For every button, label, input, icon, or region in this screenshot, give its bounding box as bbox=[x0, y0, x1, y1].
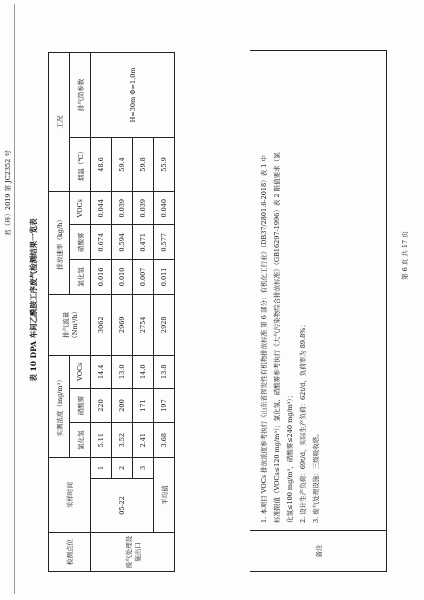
col-stack: 排气筒参数 bbox=[70, 53, 91, 138]
results-table bbox=[48, 52, 175, 572]
col-rate-hno3: 硝酸雾 bbox=[70, 225, 91, 260]
value-cell: 0.040 bbox=[154, 192, 175, 225]
col-temp: 烟温（℃） bbox=[70, 137, 91, 191]
seq-cell: 1 bbox=[91, 458, 112, 479]
value-cell: 0.674 bbox=[91, 225, 112, 260]
header-point: 检测点位 bbox=[49, 533, 91, 572]
header-cond: 工况 bbox=[49, 53, 70, 192]
note-line: 标准限值（VOCs≤120 mg/m³）；氯化氢、硝酸雾参考执行《大气污染物综合排放标准》（GB16297-1996）表 2 限值要求（氯 bbox=[273, 152, 281, 523]
point-cell: 废气处理设施出口 bbox=[91, 533, 175, 572]
value-cell: 48.6 bbox=[91, 137, 112, 191]
value-cell: 13.8 bbox=[154, 355, 175, 388]
rotated-content bbox=[28, 10, 398, 590]
notes-text bbox=[258, 57, 323, 523]
table-row bbox=[91, 53, 112, 572]
header-divider bbox=[14, 4, 15, 594]
col-vocs: VOCs bbox=[70, 355, 91, 388]
value-cell: 0.011 bbox=[154, 260, 175, 295]
value-cell: 0.039 bbox=[112, 192, 133, 225]
value-cell: 0.471 bbox=[133, 225, 154, 260]
value-cell: 0.577 bbox=[154, 225, 175, 260]
value-cell: 0.010 bbox=[112, 260, 133, 295]
table-title: 表 10 DPA 车间乙酰胺工序废气检测结果一览表 bbox=[29, 218, 38, 382]
avg-label: 平均值 bbox=[154, 458, 175, 533]
value-cell: 13.0 bbox=[112, 355, 133, 388]
value-cell: 197 bbox=[154, 388, 175, 423]
stack-cell: H=30m Φ=1.0m bbox=[91, 53, 175, 138]
value-cell: 2754 bbox=[133, 294, 154, 355]
note-line: 化氢≤100 mg/m³，硝酸雾≤240 mg/m³）； bbox=[286, 391, 294, 523]
value-cell: 0.016 bbox=[91, 260, 112, 295]
page-number: 第 6 页 共 17 页 bbox=[401, 231, 409, 280]
report-number: 君（环）2019 第 JC2352 号 bbox=[4, 150, 12, 236]
value-cell: 59.8 bbox=[133, 137, 154, 191]
note-line: 1. 本项目 VOCs 排放浓度参考执行《山东省挥发性有机物排放标准 第 6 部分：有机化工行业》（DB37/2801.6-2018）表 1 中 bbox=[260, 155, 268, 523]
header-conc: 实测浓度（mg/m³） bbox=[49, 355, 70, 457]
notes-label: 备注 bbox=[250, 530, 386, 571]
col-hno3: 硝酸雾 bbox=[70, 388, 91, 423]
date-cell: 05-22 bbox=[91, 478, 154, 532]
notes-section bbox=[250, 50, 387, 572]
value-cell: 2969 bbox=[112, 294, 133, 355]
col-rate-vocs: VOCs bbox=[70, 192, 91, 225]
value-cell: 0.594 bbox=[112, 225, 133, 260]
value-cell: 3062 bbox=[91, 294, 112, 355]
header-flow: 排气流量（Nm³/h） bbox=[49, 294, 91, 355]
col-rate-hcl: 氯化氢 bbox=[70, 260, 91, 295]
value-cell: 3.68 bbox=[154, 423, 175, 458]
seq-cell: 2 bbox=[112, 458, 133, 479]
value-cell: 3.52 bbox=[112, 423, 133, 458]
value-cell: 0.044 bbox=[91, 192, 112, 225]
value-cell: 59.4 bbox=[112, 137, 133, 191]
header-rate: 排放速率（kg/h） bbox=[49, 192, 70, 295]
value-cell: 220 bbox=[91, 388, 112, 423]
value-cell: 0.039 bbox=[133, 192, 154, 225]
value-cell: 0.007 bbox=[133, 260, 154, 295]
value-cell: 14.4 bbox=[91, 355, 112, 388]
seq-cell: 3 bbox=[133, 458, 154, 479]
header-time: 采样时间 bbox=[49, 458, 91, 533]
value-cell: 2928 bbox=[154, 294, 175, 355]
note-line: 3. 废气处理设施：三级吸收塔。 bbox=[312, 430, 320, 523]
value-cell: 200 bbox=[112, 388, 133, 423]
note-line: 2. 设计生产负荷：69t/d，实际生产负荷：62t/d，负荷率为 89.8%； bbox=[299, 321, 307, 523]
value-cell: 55.9 bbox=[154, 137, 175, 191]
value-cell: 14.0 bbox=[133, 355, 154, 388]
value-cell: 5.11 bbox=[91, 423, 112, 458]
value-cell: 2.41 bbox=[133, 423, 154, 458]
value-cell: 171 bbox=[133, 388, 154, 423]
col-hcl: 氯化氢 bbox=[70, 423, 91, 458]
